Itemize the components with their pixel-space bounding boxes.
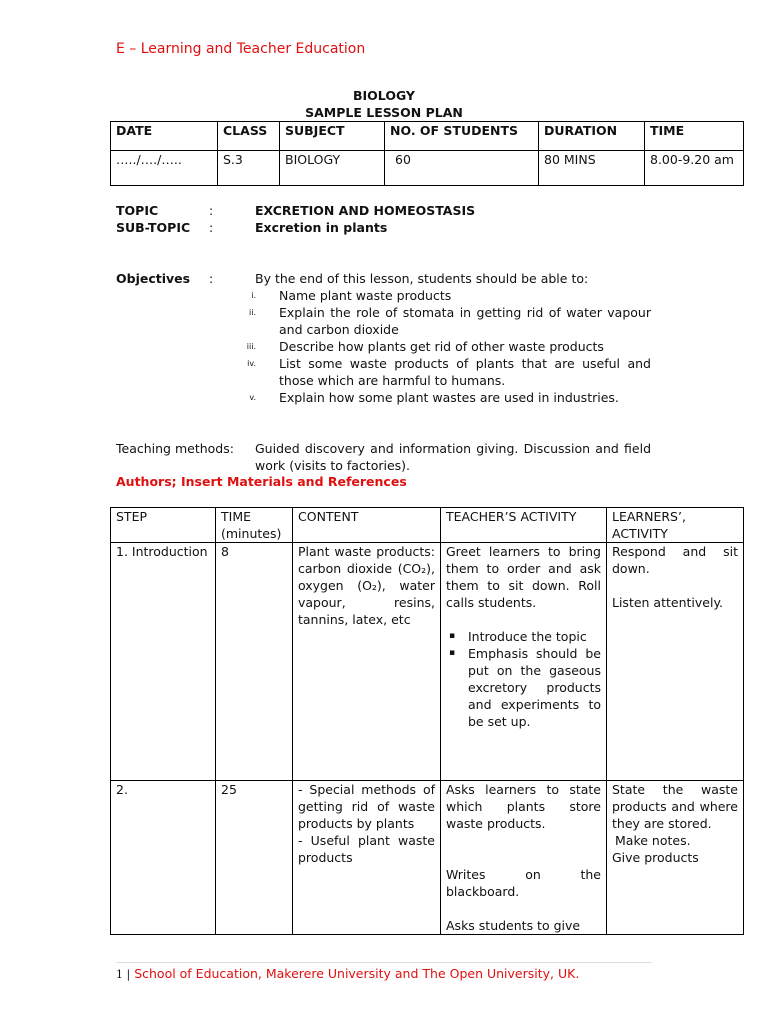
content-cell: Plant waste products: carbon dioxide (CO₂), oxygen (O₂), water vapour, resins, tannins, latex, etc (293, 543, 441, 781)
list-item: ▪ Emphasis should be put on the gaseous excretory products and experiments to be set up. (468, 645, 601, 730)
table-header-row (111, 122, 744, 151)
lesson-info-table (110, 121, 744, 186)
page-header: E – Learning and Teacher Education (116, 41, 366, 57)
time-cell: 25 (216, 781, 293, 935)
learner-activity-cell (607, 781, 744, 935)
objective-num: ii. (249, 308, 256, 317)
objective-num: v. (249, 393, 256, 402)
step-cell: 1. Introduction (111, 543, 216, 781)
content-cell (293, 781, 441, 935)
objective-item: List some waste products of plants that are useful and those which are harmful to humans. (279, 356, 651, 388)
learner-activity-text: State the waste products and where they are stored. (612, 782, 738, 831)
teacher-activity-cell (441, 781, 607, 935)
teacher-activity-text: Writes on the blackboard. (446, 867, 601, 899)
objectives-intro: By the end of this lesson, students should be able to: (255, 271, 589, 286)
header-subject: SUBJECT (280, 122, 385, 151)
list-item: ▪ Introduce the topic (468, 628, 601, 645)
table-header-row (111, 508, 744, 543)
teacher-activity-text: Asks learners to state which plants store waste products. (446, 782, 601, 831)
objective-num: iv. (247, 359, 256, 368)
step-cell: 2. (111, 781, 216, 935)
doc-subtitle: SAMPLE LESSON PLAN (305, 105, 463, 120)
learner-activity-text: Respond and sit down. (612, 544, 738, 576)
topic-label: TOPIC (116, 203, 159, 218)
footer-text: School of Education, Makerere University and The Open University, UK. (134, 966, 580, 981)
footer-divider (116, 962, 652, 963)
header-time: TIME (minutes) (216, 508, 293, 543)
time-cell: 8 (216, 543, 293, 781)
teacher-activity-cell (441, 543, 607, 781)
teacher-activity-list (446, 628, 601, 730)
content-text: - Special methods of getting rid of waste products by plants (298, 782, 435, 831)
objectives-sep: : (209, 271, 214, 286)
teaching-methods-label: Teaching methods: (116, 441, 234, 456)
cell-date: …../…./….. (111, 151, 218, 186)
teacher-activity-text: Asks students to give (446, 918, 581, 933)
authors-note: Authors; Insert Materials and References (116, 474, 407, 489)
objective-num: i. (251, 291, 256, 300)
teacher-activity-text: Greet learners to bring them to order and ask them to sit down. Roll calls students. (446, 544, 601, 610)
header-step: STEP (111, 508, 216, 543)
learner-activity-text: Listen attentively. (612, 595, 724, 610)
header-time: TIME (645, 122, 744, 151)
subtopic-sep: : (209, 220, 214, 235)
topic-value: EXCRETION AND HOMEOSTASIS (255, 203, 476, 218)
header-students: NO. OF STUDENTS (385, 122, 539, 151)
header-learner-activity: LEARNERS’, ACTIVITY (607, 508, 744, 543)
cell-students: 60 (385, 151, 539, 186)
header-content: CONTENT (293, 508, 441, 543)
cell-duration: 80 MINS (539, 151, 645, 186)
objective-item: Describe how plants get rid of other waste products (279, 339, 604, 354)
page-footer (116, 966, 579, 981)
lesson-steps-table (110, 507, 744, 935)
cell-time: 8.00-9.20 am (645, 151, 744, 186)
objective-num: iii. (246, 342, 256, 351)
subtopic-value: Excretion in plants (255, 220, 388, 235)
objective-item: Name plant waste products (279, 288, 452, 303)
doc-title: BIOLOGY (353, 88, 415, 103)
content-text: - Useful plant waste products (298, 833, 435, 865)
table-row (111, 543, 744, 781)
table-row (111, 781, 744, 935)
objective-item: Explain how some plant wastes are used in industries. (279, 390, 619, 405)
header-duration: DURATION (539, 122, 645, 151)
topic-sep: : (209, 203, 214, 218)
objectives-label: Objectives (116, 271, 191, 286)
page-number: 1 | (116, 968, 131, 981)
objective-item: Explain the role of stomata in getting rid of water vapour and carbon dioxide (279, 305, 651, 337)
table-row (111, 151, 744, 186)
learner-activity-cell (607, 543, 744, 781)
teaching-methods-text: Guided discovery and information giving. Discussion and field work (visits to factories). (255, 441, 651, 473)
subtopic-label: SUB-TOPIC (116, 220, 191, 235)
header-class: CLASS (218, 122, 280, 151)
header-date: DATE (111, 122, 218, 151)
learner-activity-text: Give products (612, 850, 699, 865)
cell-class: S.3 (218, 151, 280, 186)
learner-activity-text: Make notes. (615, 833, 691, 848)
header-teacher-activity: TEACHER’S ACTIVITY (441, 508, 607, 543)
cell-subject: BIOLOGY (280, 151, 385, 186)
